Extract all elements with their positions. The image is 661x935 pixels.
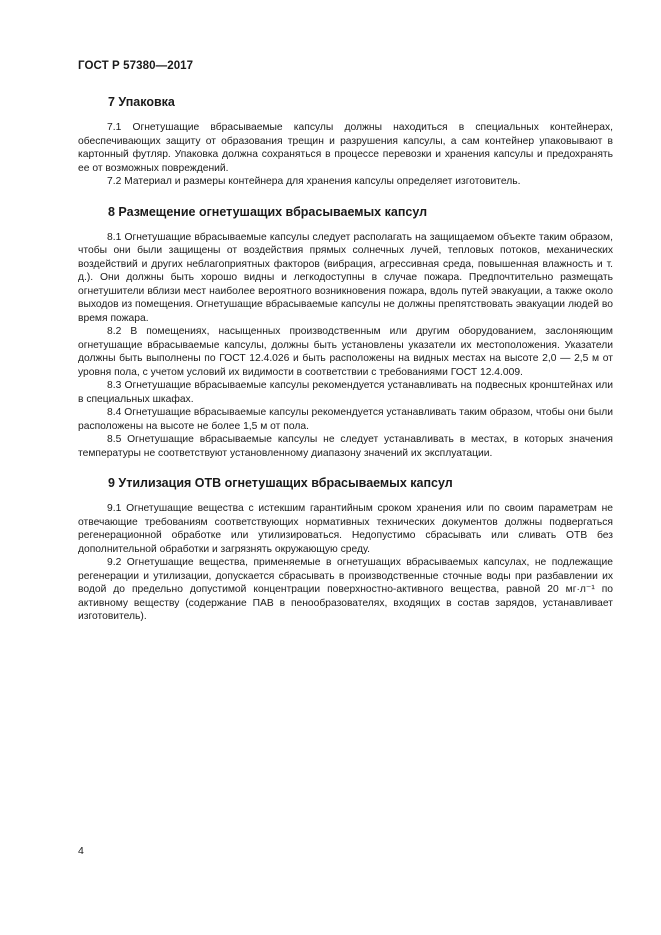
paragraph-8-2: 8.2 В помещениях, насыщенных производственным или другим оборудованием, заслоняющим огнетушащие вбрасываемые капсулы, должны быть установлены указатели их местоположения. Указатели должны быть выполнены по ГОСТ 12.4.026 и быть расположены на видных местах на высоте 2,0 — 2,5 м от уровня пола, с учетом условий их видимости в соответствии с требованиями ГОСТ 12.4.009. — [78, 326, 613, 378]
section-title: 9 Утилизация ОТВ огнетушащих вбрасываемых капсул — [108, 476, 453, 490]
section-packaging — [78, 95, 613, 189]
paragraph-9-2: 9.2 Огнетушащие вещества, применяемые в огнетушащих вбрасываемых капсулах, не подлежащие регенерации и утилизации, допускается сбрасывать в производственные сточные воды при разбавлении их водой до предельно допустимой концентрации поверхностно-активного вещества, равной 20 мг·л⁻¹ по активному веществу (содержание ПАВ в пенообразователях, входящих в состав зарядов, устанавливает изготовитель). — [78, 557, 613, 622]
section-placement — [78, 205, 613, 461]
paragraph-8-3: 8.3 Огнетушащие вбрасываемые капсулы рекомендуется устанавливать на подвесных кронштейнах или в специальных шкафах. — [78, 380, 613, 405]
section-title: 7 Упаковка — [108, 95, 175, 109]
paragraph-8-1: 8.1 Огнетушащие вбрасываемые капсулы следует располагать на защищаемом объекте таким образом, чтобы они были защищены от воздействия прямых солнечных лучей, тепловых потоков, механических воздействий и других неблагоприятных факторов (вибрация, агрессивная среда, повышенная влажность и т. д.). Они должны быть хорошо видны и легкодоступны в случае пожара. Предпочтительно размещать огнетушители вблизи мест наиболее вероятного возникновения пожара, вдоль путей эвакуации, а также около выходов из помещения. Огнетушащие вбрасываемые капсулы не должны препятствовать эвакуации людей во время пожара. — [78, 231, 613, 324]
paragraph-8-4: 8.4 Огнетушащие вбрасываемые капсулы рекомендуется устанавливать таким образом, чтобы они были расположены на высоте не более 1,5 м от пола. — [78, 407, 613, 432]
section-title: 8 Размещение огнетушащих вбрасываемых капсул — [108, 204, 428, 219]
paragraph-7-1: 7.1 Огнетушащие вбрасываемые капсулы должны находиться в специальных контейнерах, обеспечивающих защиту от образования трещин и разрушения капсулы, а сам контейнер упаковывают в картонный футляр. Упаковка должна сохраняться в процессе перевозки и хранения капсулы и предохранять ее от возможных повреждений. — [78, 122, 613, 174]
document-body — [78, 95, 613, 640]
page-number: 4 — [78, 845, 84, 857]
paragraph-7-2: 7.2 Материал и размеры контейнера для хранения капсулы определяет изготовитель. — [107, 176, 521, 187]
standard-designation: ГОСТ Р 57380—2017 — [78, 60, 194, 72]
paragraph-8-5: 8.5 Огнетушащие вбрасываемые капсулы не следует устанавливать в местах, в которых значения температуры не соответствуют установленному диапазону значений их эксплуатации. — [78, 434, 613, 459]
section-disposal — [78, 476, 613, 624]
paragraph-9-1: 9.1 Огнетушащие вещества с истекшим гарантийным сроком хранения или по своим параметрам не отвечающие требованиям соответствующих нормативных технических документов должны подвергаться регенерационной обработке или утилизироваться. Недопустимо сбрасывать или сливать ОТВ без дополнительной обработки и загрязнять окружающую среду. — [78, 503, 613, 555]
